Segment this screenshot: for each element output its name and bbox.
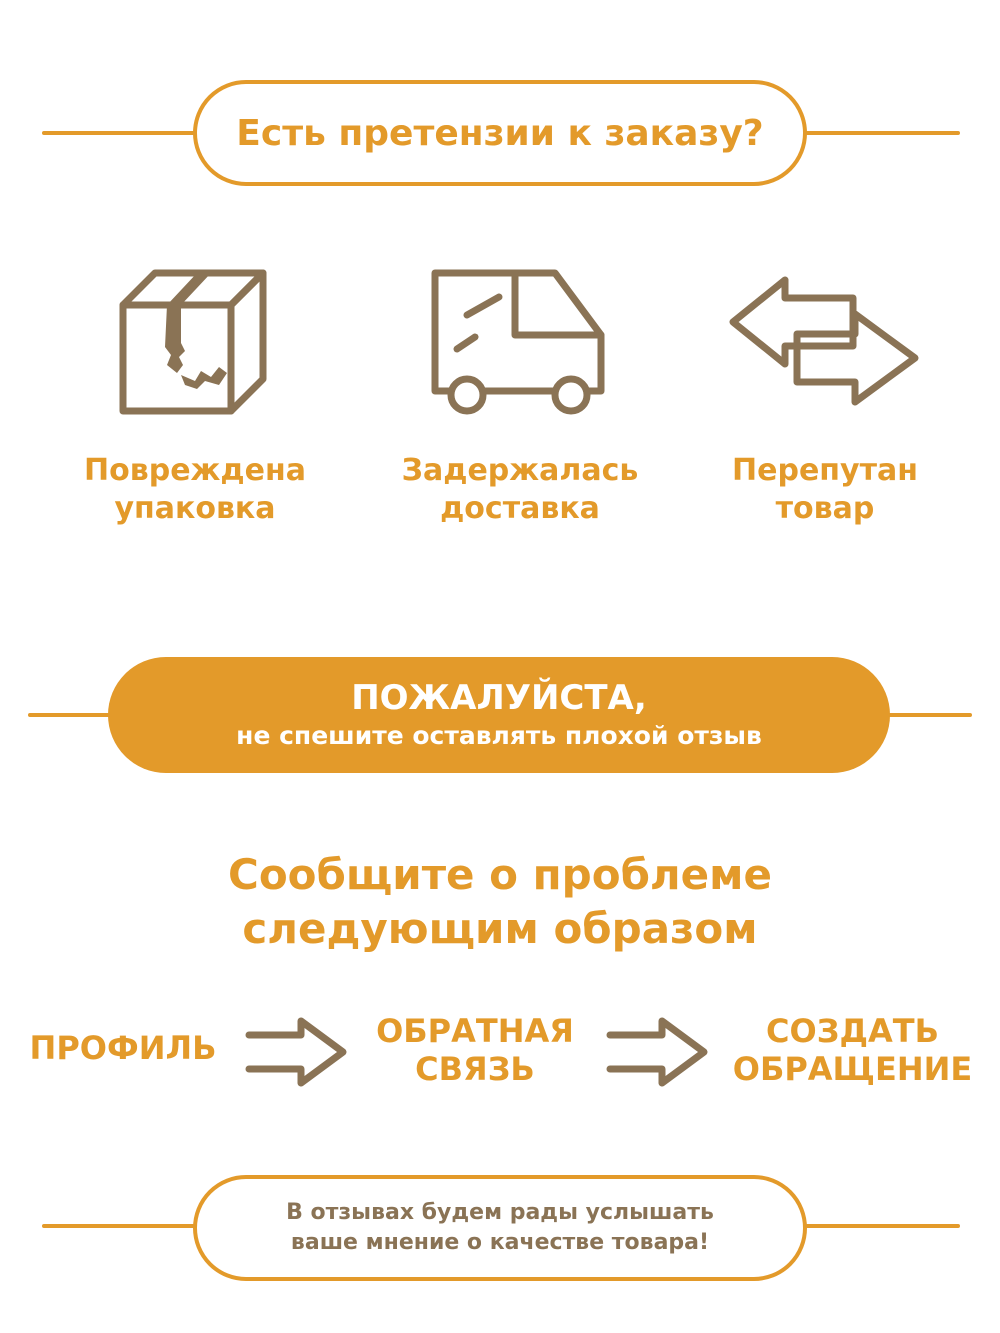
- footer-line-left: [42, 1224, 202, 1228]
- issue-label-mixup: Перепутан товар: [732, 453, 918, 526]
- arrow-right-icon: [606, 1015, 711, 1090]
- step-feedback: ОБРАТНАЯ СВЯЗЬ: [376, 1012, 574, 1088]
- instruction-heading: Сообщите о проблеме следующим образом: [228, 850, 772, 953]
- header-line-left: [42, 131, 202, 135]
- step-create-ticket: СОЗДАТЬ ОБРАЩЕНИЕ: [732, 1012, 973, 1088]
- page-title: Есть претензии к заказу?: [236, 112, 764, 154]
- issue-label-delay: Задержалась доставка: [401, 453, 639, 526]
- footer-line2: ваше мнение о качестве товара!: [290, 1230, 710, 1255]
- footer-pill: [193, 1175, 807, 1281]
- header-line-right: [800, 131, 960, 135]
- footer-line1: В отзывах будем рады услышать: [286, 1200, 714, 1225]
- footer-line-right: [800, 1224, 960, 1228]
- banner-subheading: не спешите оставлять плохой отзыв: [236, 721, 762, 750]
- banner-heading: ПОЖАЛУЙСТА,: [351, 678, 647, 718]
- issue-label-damaged: Повреждена упаковка: [84, 453, 306, 526]
- banner-pill: [108, 657, 890, 773]
- step-profile: ПРОФИЛЬ: [29, 1029, 217, 1067]
- arrow-right-icon: [245, 1015, 350, 1090]
- delivery-truck-icon: [425, 265, 610, 415]
- swap-arrows-icon: [725, 272, 925, 412]
- header-pill: [193, 80, 807, 186]
- damaged-box-icon: [115, 265, 275, 420]
